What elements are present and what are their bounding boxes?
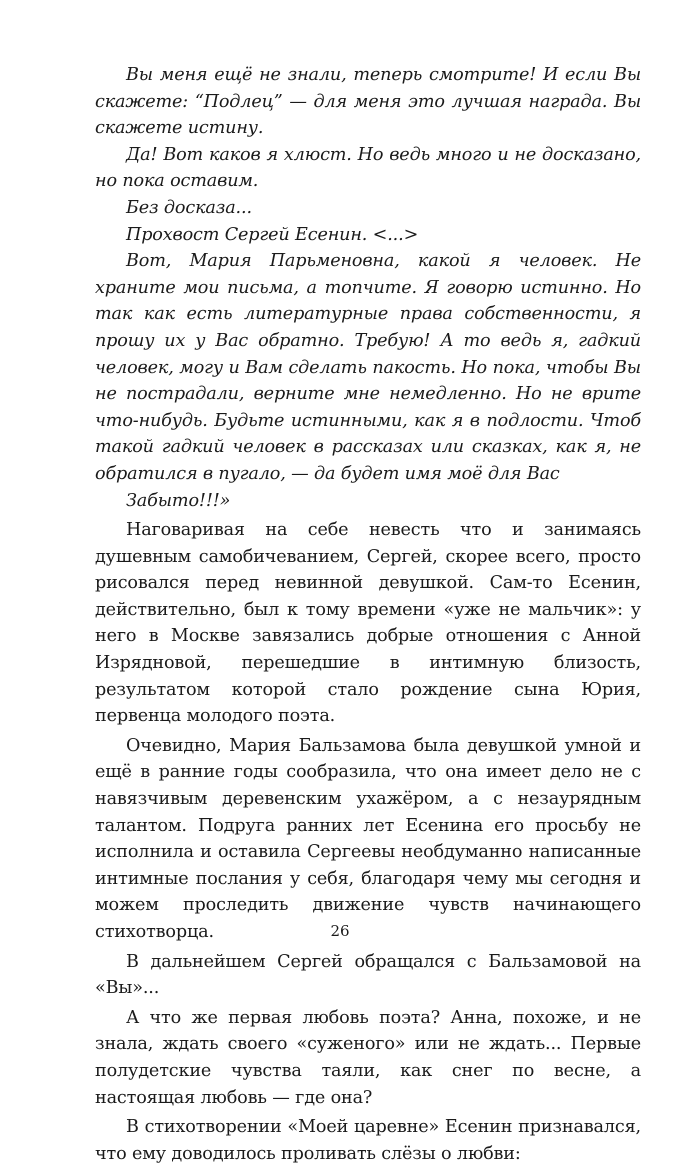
letter-closing: Забыто!!!» (126, 490, 231, 511)
page-text (95, 62, 641, 1167)
body-paragraph: Очевидно, Мария Бальзамова была девушкой умной и ещё в ранние годы сообразила, что она имеет дело не с навязчивым деревенским ухажёром, а с незаурядным талантом. Подруга ранних лет Есенина его просьбу не исполнила и оставила Сергеевы необдуманно написанные интимные послания у себя, благодаря чему мы сегодня и можем проследить движение чувств начинающего стихотворца. (95, 735, 641, 942)
body-paragraph: А что же первая любовь поэта? Анна, похоже, и не знала, ждать своего «суженого» или не ждать... Первые полудетские чувства таяли, как снег по весне, а настоящая любовь — где она? (95, 1007, 641, 1108)
letter-paragraph: Вот, Мария Парьменовна, какой я человек. Не храните мои письма, а топчите. Я говорю истинно. Но так как есть литературные права собственности, я прошу их у Вас обратно. Требую! А то ведь я, гадкий человек, могу и Вам сделать пакость. Но пока, чтобы Вы не пострадали, верните мне немедленно. Но не врите что-нибудь. Будьте истинными, как я в подлости. Чтоб такой гадкий человек в рассказах или сказках, как я, не обратился в пугало, — да будет имя моё для Вас (95, 251, 641, 484)
letter-paragraph: Вы меня ещё не знали, теперь смотрите! И если Вы скажете: “Подлец” — для меня это лучшая награда. Вы скажете истину. (95, 65, 641, 139)
letter-signature: Прохвост Сергей Есенин. <...> (126, 224, 419, 245)
letter-paragraph: Без досказа... (126, 197, 252, 218)
page-number: 26 (330, 922, 350, 940)
body-paragraph: Наговаривая на себе невесть что и занимаясь душевным самобичеванием, Сергей, скорее всего, просто рисовался перед невинной девушкой. Сам-то Есенин, действительно, был к тому времени «уже не мальчик»: у него в Москве завязались добрые отношения с Анной Изрядновой, перешедшие в интимную близость, результатом которой стало рождение сына Юрия, первенца молодого поэта. (95, 520, 641, 727)
body-paragraph: В стихотворении «Моей царевне» Есенин признавался, что ему доводилось проливать слёзы о любви: (95, 1117, 641, 1164)
letter-paragraph: Да! Вот каков я хлюст. Но ведь много и не досказано, но пока оставим. (95, 144, 641, 192)
body-paragraph: В дальнейшем Сергей обращался с Бальзамовой на «Вы»... (95, 951, 641, 999)
